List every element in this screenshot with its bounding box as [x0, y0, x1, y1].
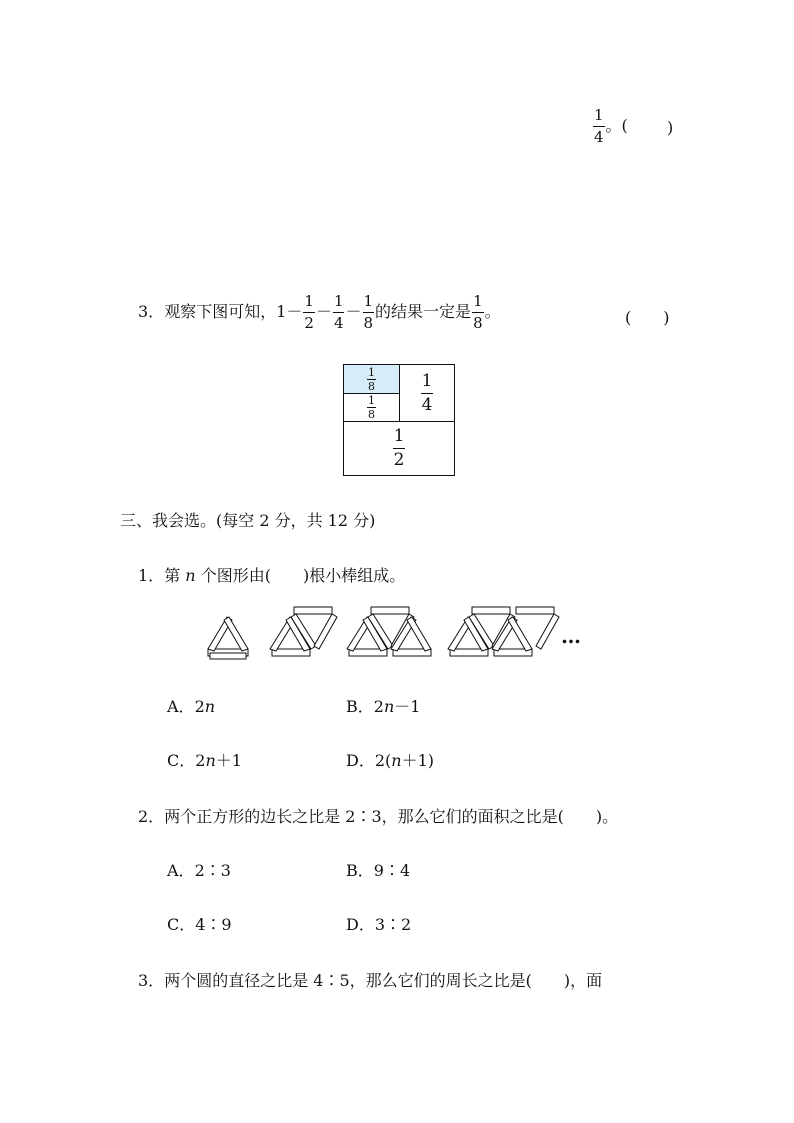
fraction-square-diagram: [343, 364, 455, 476]
question-3-end: 。: [484, 302, 501, 321]
section-heading: 三、我会选。(每空 2 分，共 12 分): [120, 511, 376, 530]
question-text: 两个正方形的边长之比是 2∶3，那么它们的面积之比是( )。: [164, 807, 619, 826]
fraction-eighth: $\frac{1}{8}$: [363, 292, 374, 332]
choice-question-1: [138, 563, 405, 586]
question-number: 3．: [138, 971, 165, 990]
cell-half: $\frac{1}{2}$: [344, 421, 454, 475]
option-d[interactable]: D．3∶2: [346, 915, 412, 934]
option-a[interactable]: A．2∶3: [167, 861, 231, 880]
cell-eighth: $\frac{1}{8}$: [344, 394, 400, 421]
question-text-a: 第: [164, 566, 181, 585]
cell-quarter: $\frac{1}{4}$: [421, 370, 433, 415]
top-fraction-line: [592, 108, 628, 145]
question-text: 两个圆的直径之比是 4∶5，那么它们的周长之比是( )，面: [164, 971, 603, 990]
minus-sign: －: [345, 302, 362, 321]
fraction-quarter: $\frac{1}{4}$: [333, 292, 344, 332]
option-c[interactable]: C．4∶9: [167, 915, 232, 934]
question-3-mid: 的结果一定是: [375, 302, 472, 321]
triangle-figure-4: [448, 607, 559, 656]
question-3-prefix: 观察下图可知，1－: [164, 302, 303, 321]
triangle-figure-2: [270, 607, 337, 656]
question-3-answer-paren[interactable]: ( ): [625, 308, 670, 327]
choice-question-3: [138, 968, 602, 991]
ellipsis: …: [561, 624, 581, 648]
top-answer-paren-close: ): [667, 118, 674, 137]
triangle-figure-1: [208, 617, 248, 659]
option-c[interactable]: C．2n＋1: [167, 751, 242, 770]
fraction-half: $\frac{1}{2}$: [304, 292, 314, 332]
fraction-quarter: $\frac{1}{4}$: [594, 106, 604, 146]
option-b[interactable]: B．9∶4: [346, 861, 411, 880]
variable-n: n: [185, 566, 196, 585]
option-d[interactable]: D．2(n＋1): [346, 751, 435, 770]
top-fragment-tail: 。(: [605, 116, 628, 135]
question-3-line: [138, 294, 501, 331]
cell-eighth-shaded: $\frac{1}{8}$: [344, 365, 400, 394]
question-number: 2．: [138, 807, 165, 826]
question-3-number: 3．: [138, 302, 165, 321]
choice-question-2: [138, 804, 618, 827]
option-a[interactable]: A．2n: [167, 697, 216, 716]
stick-triangles-figure: [200, 605, 600, 671]
question-number: 1．: [138, 566, 165, 585]
fraction-eighth-result: $\frac{1}{8}$: [473, 292, 483, 332]
option-b[interactable]: B．2n－1: [346, 697, 421, 716]
question-text-b: 个图形由( )根小棒组成。: [200, 566, 406, 585]
triangle-figure-3: [347, 607, 431, 656]
minus-sign: －: [315, 302, 332, 321]
